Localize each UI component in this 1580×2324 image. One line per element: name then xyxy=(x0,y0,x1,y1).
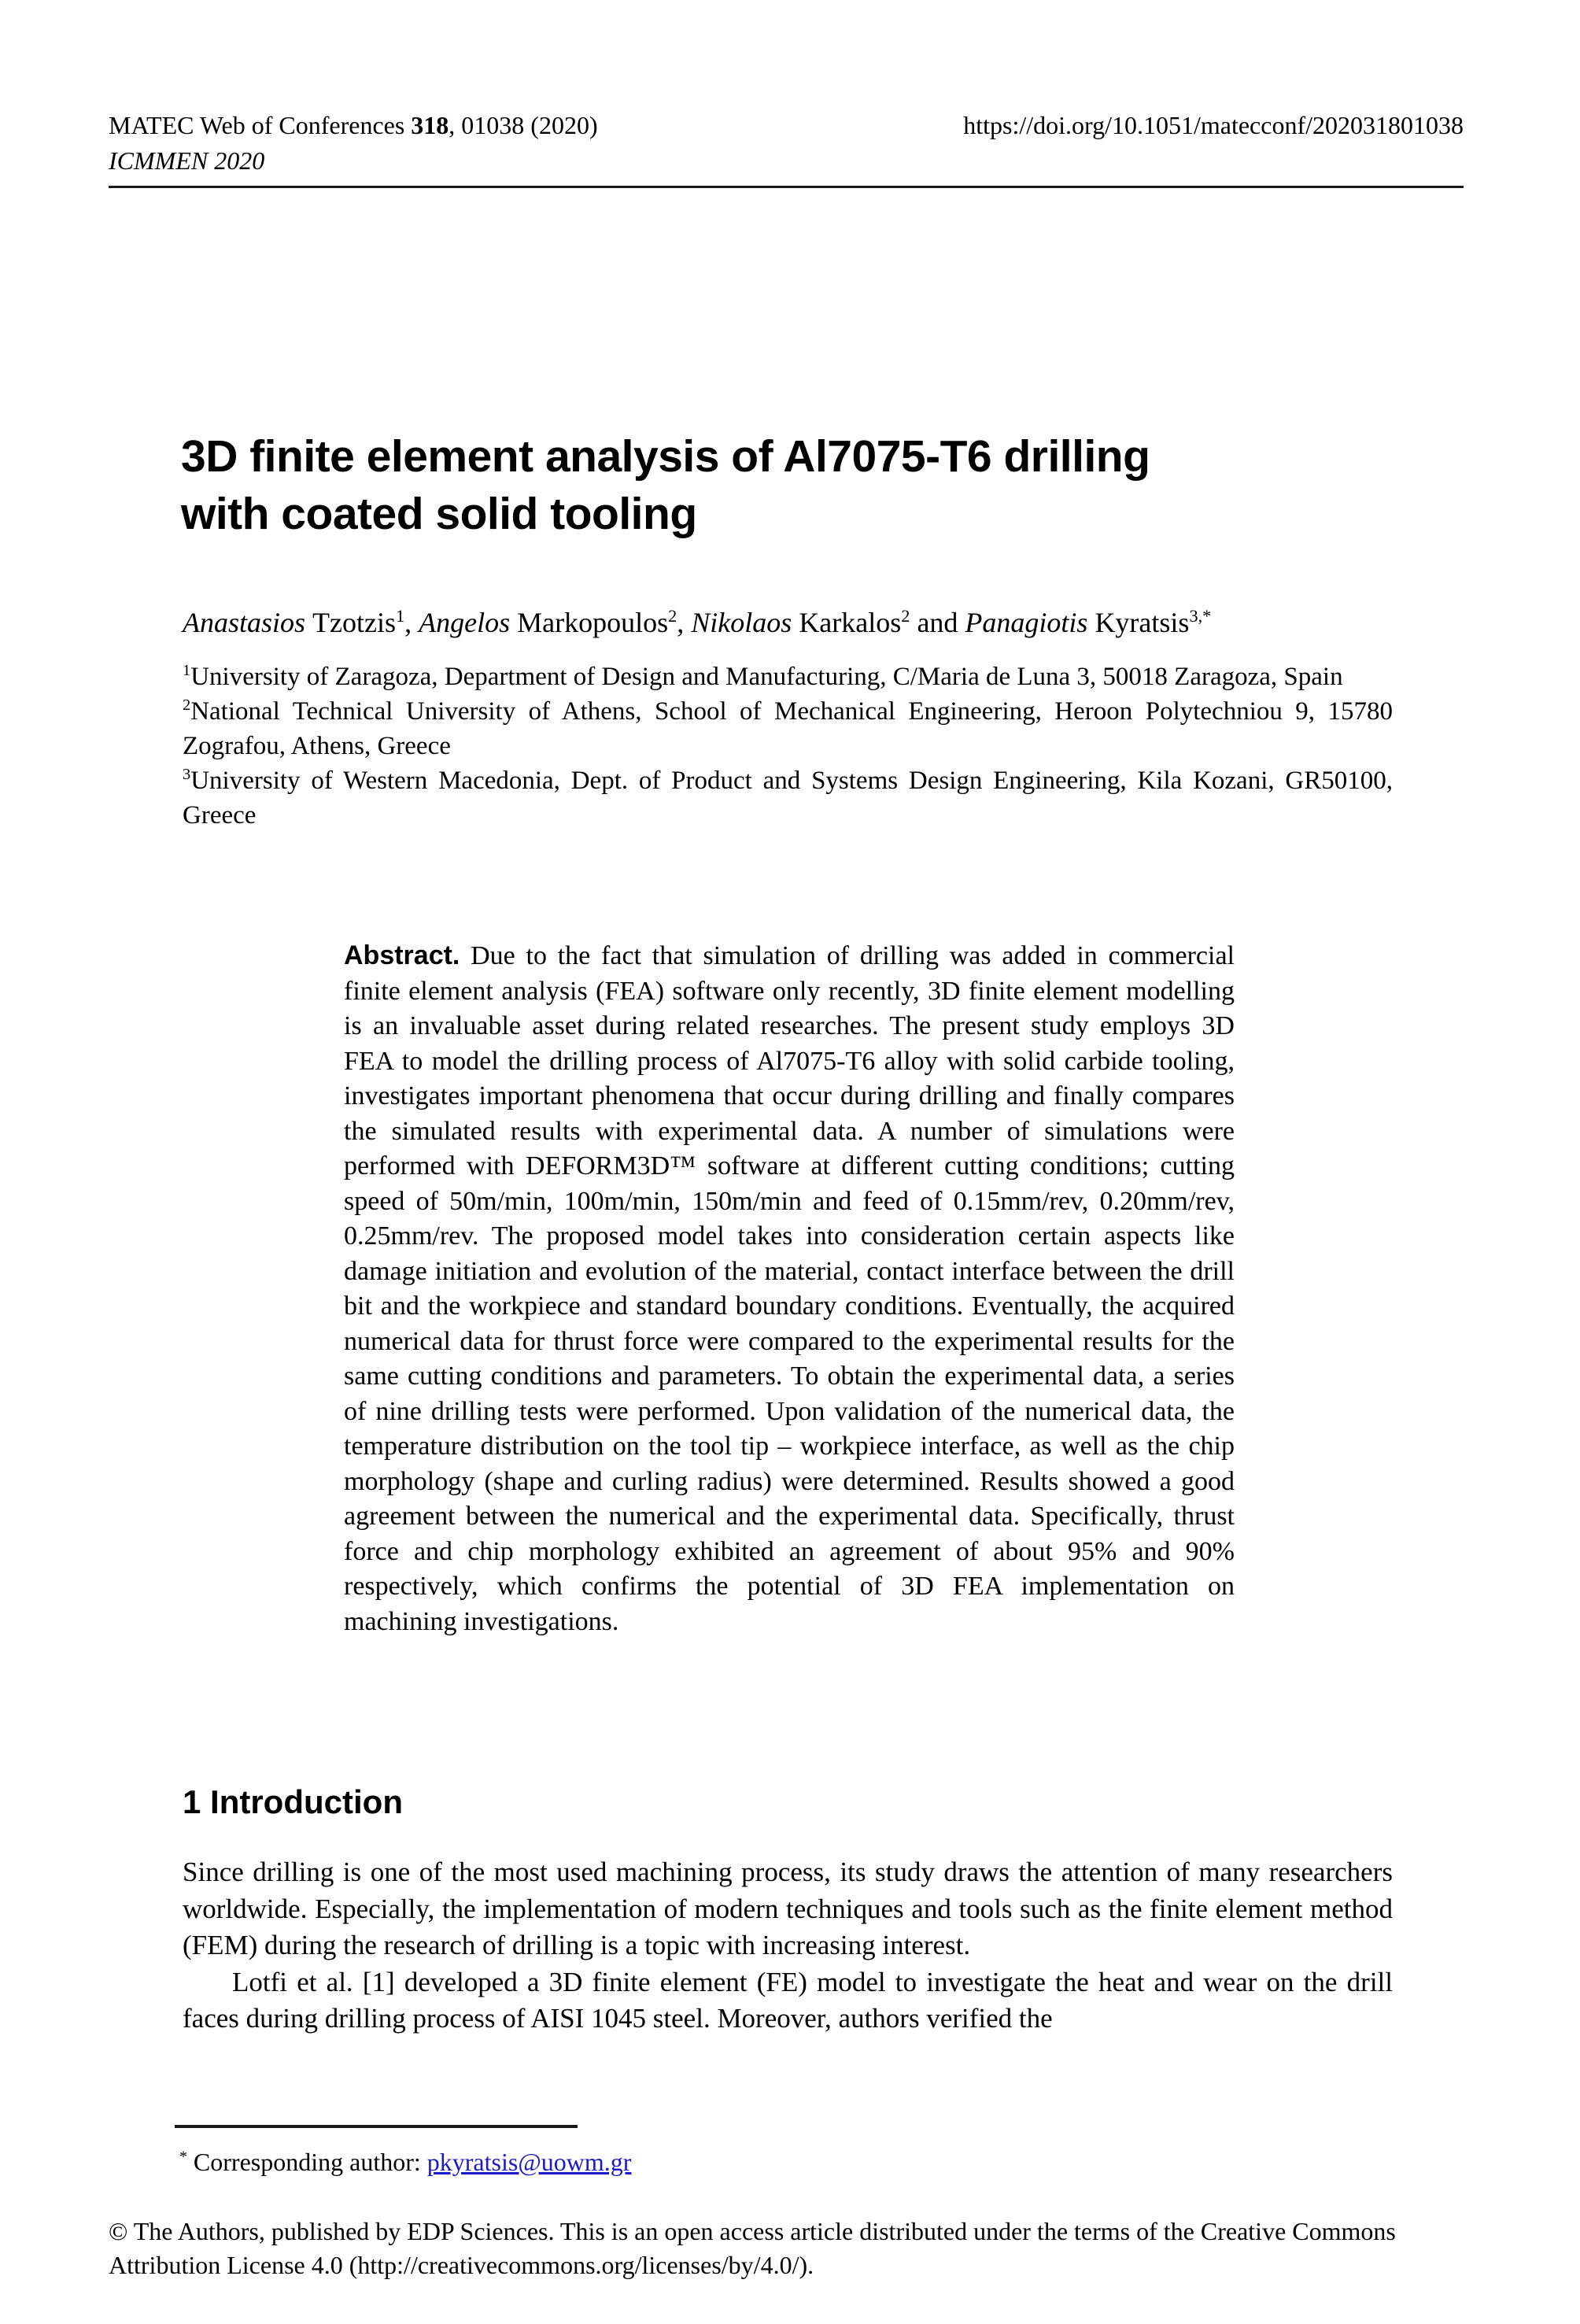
author-first-name: Nikolaos xyxy=(691,607,799,638)
author-first-name: Angelos xyxy=(419,607,518,638)
footnote-marker: * xyxy=(179,2148,187,2166)
title-line-2: with coated solid tooling xyxy=(181,489,697,539)
footnote xyxy=(179,2145,1390,2178)
header-row xyxy=(109,108,1464,143)
affiliation-item xyxy=(183,763,1393,833)
affiliation-marker: 2 xyxy=(183,696,191,714)
author-affiliation-marker: 3,* xyxy=(1189,606,1212,626)
header-rule xyxy=(109,186,1464,188)
section-heading-introduction: 1 Introduction xyxy=(183,1783,403,1820)
journal-volume: 318 xyxy=(411,111,449,139)
author-first-name: Anastasios xyxy=(183,607,313,638)
running-header xyxy=(109,108,1464,179)
affiliation-text: University of Western Macedonia, Dept. of Product and Systems Design Engineering, Kila Kozani, GR50100, Greece xyxy=(183,767,1393,829)
author-first-name: Panagiotis xyxy=(965,607,1095,638)
intro-paragraph-2: Lotfi et al. [1] developed a 3D finite element (FE) model to investigate the heat and wear on the drill faces during drilling process of AISI 1045 steel. Moreover, authors verified the xyxy=(183,1966,1393,2034)
author-list xyxy=(183,605,1410,640)
affiliation-item xyxy=(183,694,1393,763)
abstract-label: Abstract. xyxy=(344,940,460,970)
author-affiliation-marker: 1 xyxy=(396,606,405,626)
footnote-rule xyxy=(175,2125,578,2128)
copyright-footer xyxy=(109,2215,1482,2282)
affiliation-text: National Technical University of Athens, School of Mechanical Engineering, Heroon Polytechniou 9, 15780 Zografou, Athens, Greece xyxy=(183,697,1393,760)
affiliation-item xyxy=(183,660,1393,694)
conference-name: ICMMEN 2020 xyxy=(109,146,265,175)
author-last-name: Markopoulos xyxy=(517,607,669,638)
author-last-name: Kyratsis xyxy=(1095,607,1190,638)
article-number: , 01038 (2020) xyxy=(449,111,598,139)
author-affiliation-marker: 2 xyxy=(901,606,910,626)
footer-line-1: © The Authors, published by EDP Sciences. This is an open access article distributed under the terms of the Creative Commons xyxy=(109,2217,1396,2245)
affiliations xyxy=(183,660,1393,833)
author xyxy=(677,607,910,638)
corresponding-author-email-link[interactable]: pkyratsis@uowm.gr xyxy=(426,2148,632,2176)
author xyxy=(404,607,677,638)
journal-citation xyxy=(109,108,598,143)
title-line-1: 3D finite element analysis of Al7075-T6 drilling xyxy=(181,431,1150,482)
journal-name: MATEC Web of Conferences xyxy=(109,111,412,139)
doi-text: https://doi.org/10.1051/matecconf/202031801038 xyxy=(963,111,1464,139)
author xyxy=(183,607,404,638)
intro-paragraph-1: Since drilling is one of the most used machining process, its study draws the attention of many researchers worldwide. Especially, the implementation of modern techniques and tools such as the finite element method (FEM) during the research of drilling is a topic with increasing interest. xyxy=(183,1857,1393,1960)
author-separator: , xyxy=(404,607,419,638)
author-separator: , xyxy=(677,607,692,638)
author-last-name: Karkalos xyxy=(799,607,902,638)
affiliation-text: University of Zaragoza, Department of Design and Manufacturing, C/Maria de Luna 3, 50018 Zaragoza, Spain xyxy=(190,663,1343,691)
paper-title xyxy=(181,428,1408,543)
abstract-body: Due to the fact that simulation of drilling was added in commercial finite element analysis (FEA) software only recently, 3D finite element modelling is an invaluable asset during related researches. The present study employs 3D FEA to model the drilling process of Al7075-T6 alloy with solid carbide tooling, investigates important phenomena that occur during drilling and finally compares the simulated results with experimental data. A number of simulations were performed with DEFORM3D™ software at different cutting conditions; cutting speed of 50m/min, 100m/min, 150m/min and feed of 0.15mm/rev, 0.20mm/rev, 0.25mm/rev. The proposed model takes into consideration certain aspects like damage initiation and evolution of the material, contact interface between the drill bit and the workpiece and standard boundary conditions. Eventually, the acquired numerical data for thrust force were compared to the experimental results for the same cutting conditions and parameters. To obtain the experimental data, a series of nine drilling tests were performed. Upon validation of the numerical data, the temperature distribution on the tool tip – workpiece interface, as well as the chip morphology (shape and curling radius) were determined. Results showed a good agreement between the numerical and the experimental data. Specifically, thrust force and chip morphology exhibited an agreement of about 95% and 90% respectively, which confirms the potential of 3D FEA implementation on machining investigations. xyxy=(344,941,1235,1636)
affiliation-marker: 1 xyxy=(183,662,191,679)
abstract xyxy=(344,938,1235,1639)
footer-line-2: Attribution License 4.0 (http://creativecommons.org/licenses/by/4.0/). xyxy=(109,2251,814,2279)
introduction-text xyxy=(183,1854,1393,2038)
affiliation-marker: 3 xyxy=(183,766,191,783)
footnote-label: Corresponding author: xyxy=(186,2148,427,2176)
author-separator: and xyxy=(910,607,965,638)
author-affiliation-marker: 2 xyxy=(668,606,677,626)
author-last-name: Tzotzis xyxy=(312,607,396,638)
author xyxy=(910,607,1211,638)
